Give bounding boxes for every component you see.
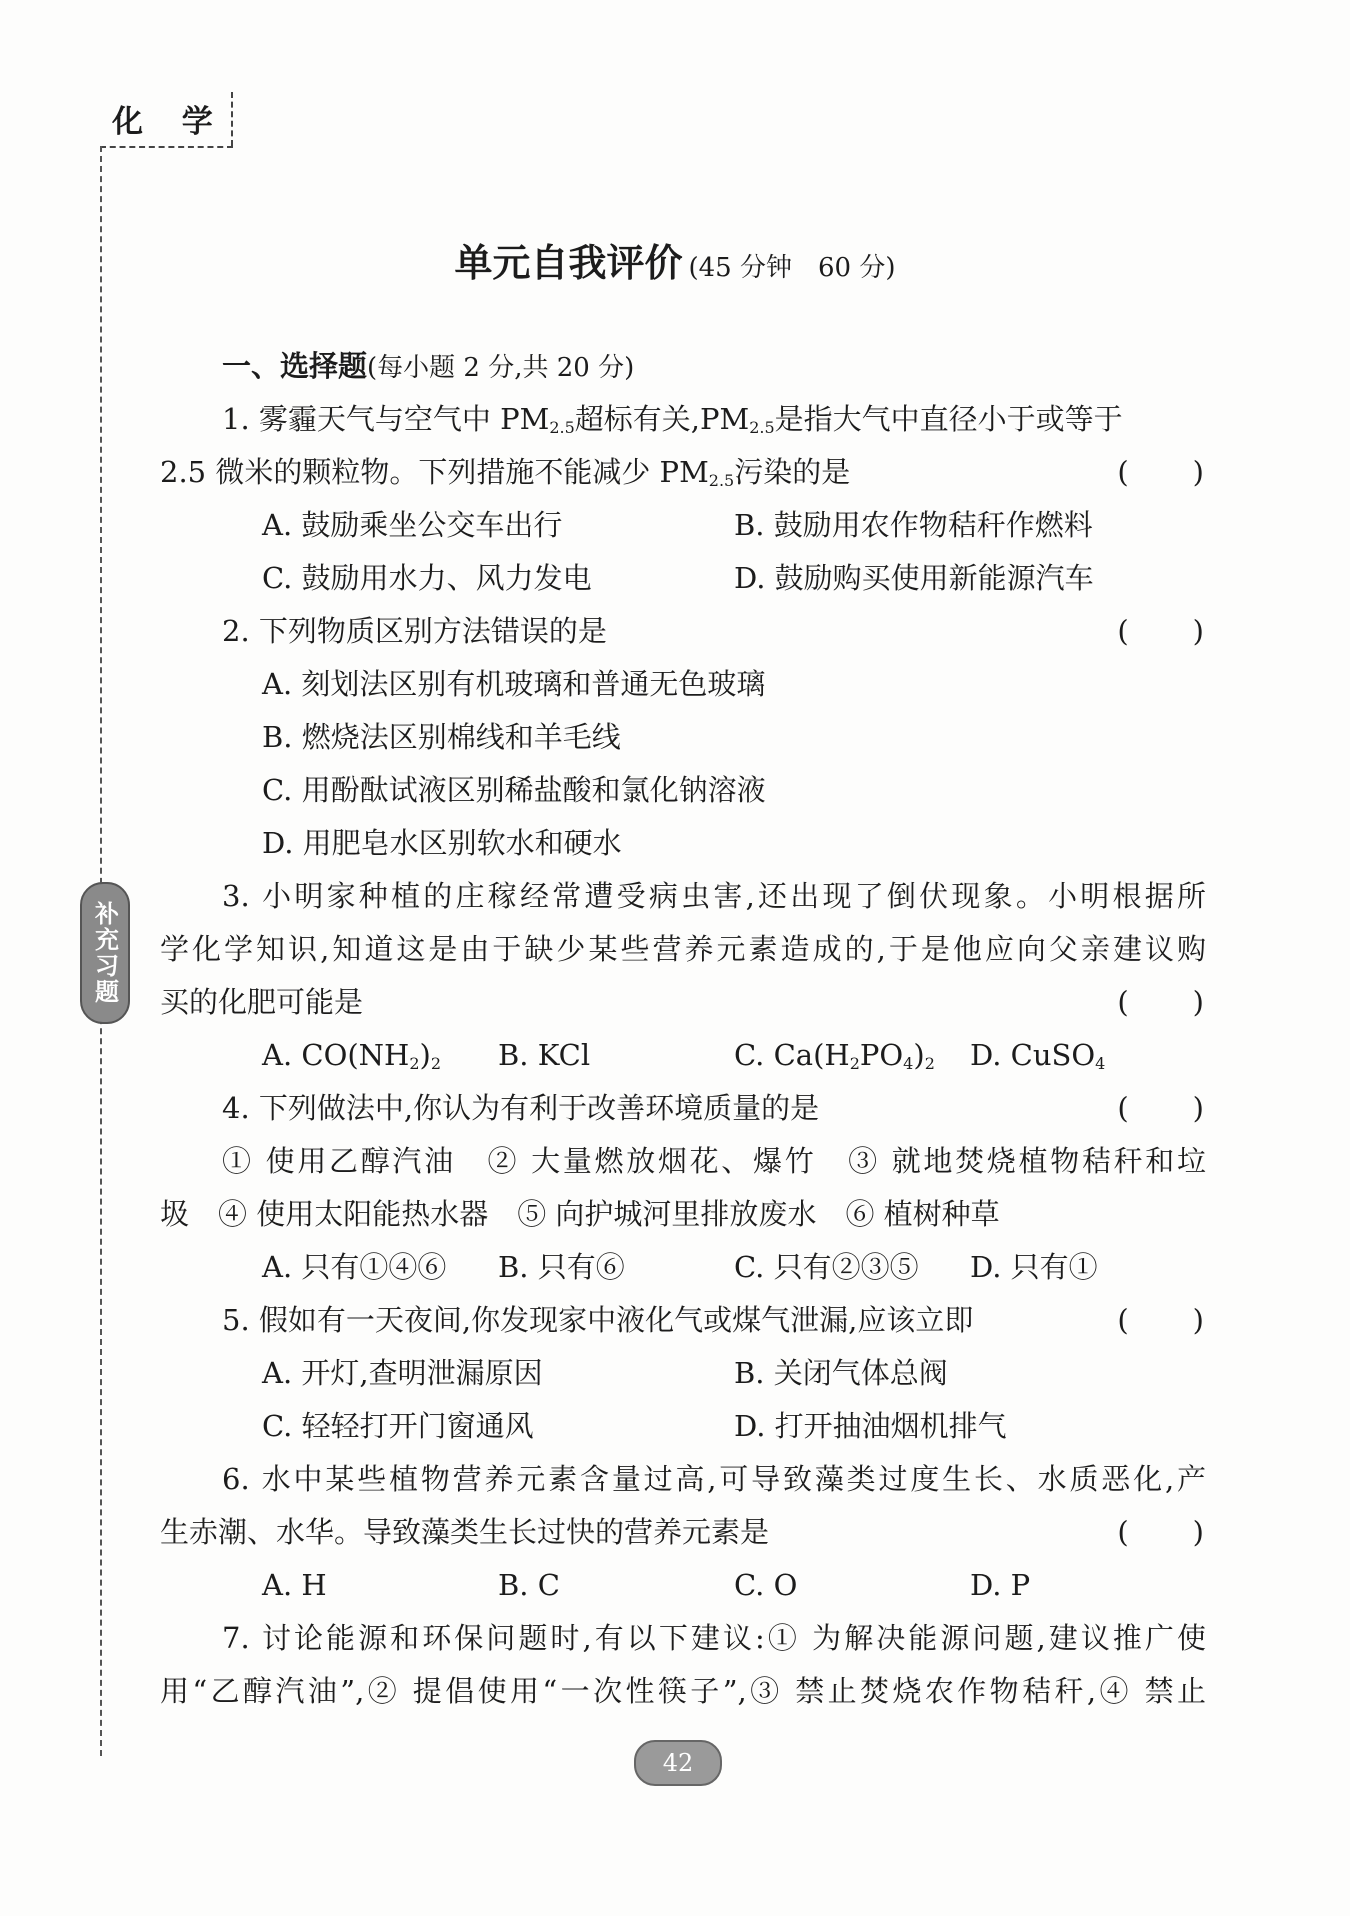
side-tab-label: 补充习题 [90, 901, 119, 1005]
question-3-line-3 [160, 976, 1206, 1029]
q1-text: 污染的是 [734, 455, 851, 489]
question-2-stem [160, 605, 1206, 658]
option-b: B. C [498, 1568, 560, 1602]
question-4-line-2: 圾 ④ 使用太阳能热水器 ⑤ 向护城河里排放废水 ⑥ 植树种草 [160, 1197, 1000, 1231]
question-3-options [160, 1029, 1206, 1082]
question-6-line-2 [160, 1506, 1206, 1559]
question-7-line-2: 用“乙醇汽油”,② 提倡使用“一次性筷子”,③ 禁止焚烧农作物秸秆,④ 禁止 [160, 1674, 1206, 1708]
option-a: A. 鼓励乘坐公交车出行 [262, 508, 563, 542]
option-a: A. 只有①④⑥ [262, 1250, 447, 1284]
question-5-stem [160, 1294, 1206, 1347]
q1-text: 超标有关,PM [574, 402, 750, 436]
answer-blank: ( ) [1117, 985, 1206, 1019]
question-3-line-2: 学化学知识,知道这是由于缺少某些营养元素造成的,于是他应向父亲建议购 [160, 932, 1206, 966]
option-b: B. KCl [498, 1038, 591, 1072]
question-1-line-2 [160, 446, 1206, 499]
section-heading [160, 340, 1206, 393]
q1-subscript: 2.5 [749, 418, 775, 437]
q2-text: 2. 下列物质区别方法错误的是 [222, 614, 607, 648]
option-d: D. 鼓励购买使用新能源汽车 [734, 561, 1094, 595]
answer-blank: ( ) [1117, 455, 1206, 489]
option-c: C. 只有②③⑤ [734, 1250, 919, 1284]
option-d: D. P [970, 1568, 1031, 1602]
section-title: 一、选择题 [222, 349, 368, 383]
option-c: C. 轻轻打开门窗通风 [262, 1409, 534, 1443]
side-tab [80, 882, 130, 1024]
question-5-options-cd [160, 1400, 1206, 1453]
option-c: C. 用酚酞试液区别稀盐酸和氯化钠溶液 [262, 773, 766, 807]
question-5-options-ab [160, 1347, 1206, 1400]
section-note: (每小题 2 分,共 20 分) [367, 353, 635, 383]
question-6-line-1: 6. 水中某些植物营养元素含量过高,可导致藻类过度生长、水质恶化,产 [222, 1462, 1206, 1496]
q1-subscript: 2.5 [708, 471, 735, 490]
question-4-stem [160, 1082, 1206, 1135]
header-divider-vertical [231, 92, 233, 146]
q1-text: 1. 雾霾天气与空气中 PM [222, 402, 550, 436]
option-a: A. $CO(NH_2)_2$ [262, 1038, 442, 1073]
option-b: B. 鼓励用农作物秸秆作燃料 [734, 508, 1093, 542]
option-c: C. 鼓励用水力、风力发电 [262, 561, 592, 595]
q6-text: 生赤潮、水华。导致藻类生长过快的营养元素是 [160, 1515, 770, 1549]
title-sub: (45 分钟 60 分) [688, 253, 896, 283]
question-4-options [160, 1241, 1206, 1294]
option-a: A. 开灯,查明泄漏原因 [262, 1356, 543, 1390]
question-6-options [160, 1559, 1206, 1612]
question-1-line-1 [160, 393, 1206, 446]
option-d: D. 只有① [970, 1250, 1098, 1284]
answer-blank: ( ) [1117, 614, 1206, 648]
question-7-line-1: 7. 讨论能源和环保问题时,有以下建议:① 为解决能源问题,建议推广使 [222, 1621, 1206, 1655]
question-3-line-1: 3. 小明家种植的庄稼经常遭受病虫害,还出现了倒伏现象。小明根据所 [222, 879, 1206, 913]
option-d: D. 用肥皂水区别软水和硬水 [262, 826, 622, 860]
q3-text: 买的化肥可能是 [160, 985, 364, 1019]
title-main: 单元自我评价 [454, 241, 683, 285]
q1-subscript: 2.5 [549, 418, 575, 437]
option-d: D. 打开抽油烟机排气 [734, 1409, 1007, 1443]
option-a: A. 刻划法区别有机玻璃和普通无色玻璃 [262, 667, 766, 701]
header-divider-horizontal [100, 146, 233, 148]
answer-blank: ( ) [1117, 1303, 1206, 1337]
q1-text: 2.5 微米的颗粒物。下列措施不能减少 PM [160, 455, 709, 489]
answer-blank: ( ) [1117, 1515, 1206, 1549]
question-1-options-cd [160, 552, 1206, 605]
page-title [0, 232, 1350, 287]
option-b: B. 燃烧法区别棉线和羊毛线 [262, 720, 621, 754]
exercise-content [160, 340, 1206, 1718]
q4-text: 4. 下列做法中,你认为有利于改善环境质量的是 [222, 1091, 820, 1125]
option-b: B. 只有⑥ [498, 1250, 625, 1284]
option-c: C. $Ca(H_2PO_4)_2$ [734, 1038, 935, 1073]
answer-blank: ( ) [1117, 1091, 1206, 1125]
q5-text: 5. 假如有一天夜间,你发现家中液化气或煤气泄漏,应该立即 [222, 1303, 974, 1337]
q1-text: 是指大气中直径小于或等于 [774, 402, 1123, 436]
option-d: D. CuSO$_4$ [970, 1038, 1106, 1073]
subject-label: 化 学 [112, 104, 227, 140]
option-a: A. H [262, 1568, 327, 1602]
option-c: C. O [734, 1568, 798, 1602]
question-4-line-1: ① 使用乙醇汽油 ② 大量燃放烟花、爆竹 ③ 就地焚烧植物秸秆和垃 [222, 1144, 1206, 1178]
page-number: 42 [634, 1740, 722, 1786]
option-b: B. 关闭气体总阀 [734, 1356, 948, 1390]
question-1-options-ab [160, 499, 1206, 552]
